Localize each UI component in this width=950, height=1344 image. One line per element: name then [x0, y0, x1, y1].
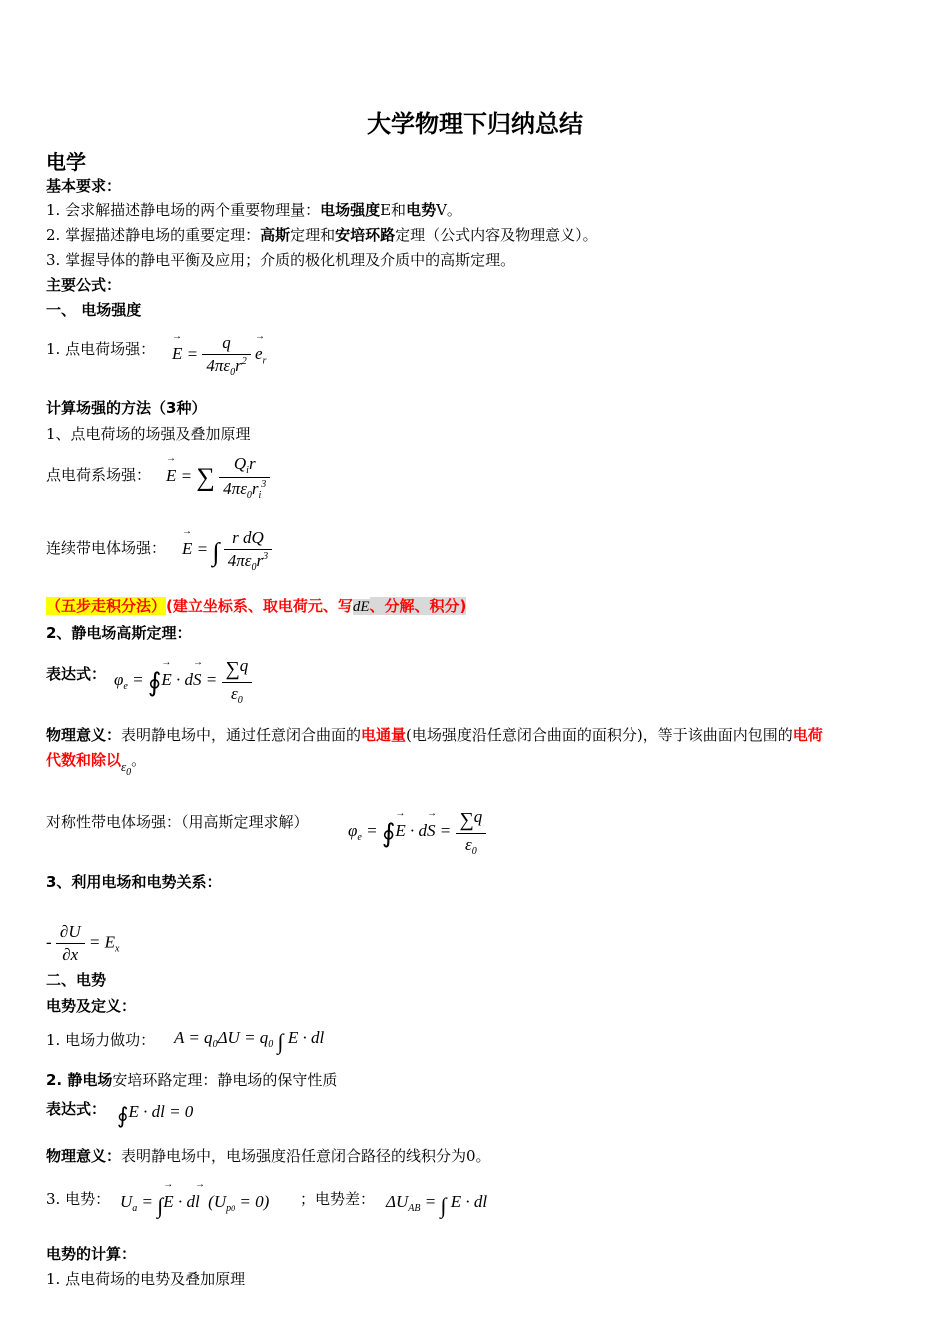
calc-item: 1. 点电荷场的电势及叠加原理 [46, 1270, 246, 1288]
gauss-meaning: 物理意义：表明静电场中，通过任意闭合曲面的电通量(电场强度沿任意闭合曲面的面积分)，等于该曲面内包围的电荷 代数和除以$\varepsilon_0$。 [46, 726, 823, 778]
gauss-heading: 2、静电场高斯定理： [46, 624, 192, 642]
potential-formula: $U_a$ = ∫→ E · d→ l $(U_{p0} = 0)$ [120, 1192, 269, 1219]
field-heading: 一、 电场强度 [46, 301, 142, 319]
bold-term: 安培环路 [335, 226, 396, 244]
red-term: 代数和除以 [46, 751, 122, 769]
red-term: 电荷 [792, 726, 823, 744]
bold-term: 高斯 [260, 226, 291, 244]
page-title: 大学物理下归纳总结 [367, 110, 583, 138]
continuous-field-label: 连续带电体场强： [46, 539, 167, 557]
gauss-formula: $\varphi_e$ = ∮→ E · d→ S = $\frac{\sum q}{\varepsilon_0}$ [114, 656, 252, 706]
bold-term: 2. 静电场 [46, 1071, 113, 1089]
system-field-label: 点电荷系场强： [46, 466, 152, 484]
relation-heading: 3、利用电场和电势关系： [46, 873, 222, 891]
highlight-text: （五步走积分法） [46, 597, 167, 615]
five-step-note [46, 596, 466, 617]
section-heading: 电学 [46, 150, 86, 174]
text: 定理和 [290, 226, 336, 244]
basic-requirements-heading: 基本要求： [46, 177, 122, 195]
red-term: 电通量 [361, 726, 407, 744]
point-charge-formula: → E = $\frac{q}{4\pi\varepsilon_0r^2}$ → $e_r$ [172, 333, 266, 378]
text: 2. 掌握描述静电场的重要定理： [46, 226, 261, 244]
bold-term: 电势 [406, 201, 437, 219]
loop-meaning [46, 1146, 491, 1166]
text: 定理（公式内容及物理意义）。 [395, 226, 598, 244]
text: 。 [131, 751, 147, 769]
requirement-item: 3. 掌握导体的静电平衡及应用；介质的极化机理及介质中的高斯定理。 [46, 251, 516, 269]
loop-theorem-line [46, 1070, 337, 1090]
text: 1. 会求解描述静电场的两个重要物理量： [46, 201, 321, 219]
text: (建立坐标系、取电荷元、写 [166, 597, 353, 615]
formulas-heading: 主要公式： [46, 276, 122, 294]
potential-diff-formula: $\Delta U_{AB}$ = ∫ E · dl [386, 1192, 488, 1218]
requirement-item [46, 225, 598, 245]
potential-label: 3. 电势： [46, 1190, 111, 1208]
potential-heading: 二、电势 [46, 971, 107, 989]
potential-diff-label: ；电势差： [300, 1190, 376, 1208]
continuous-field-formula: → E = ∫ $\frac{\text{r dQ}}{4\pi\varepsilon_0r^3}$ [182, 528, 272, 573]
calc-heading: 电势的计算： [46, 1245, 137, 1263]
work-formula: $A = q_0\Delta U = q_0$ ∫ E · dl [174, 1028, 325, 1054]
potential-def-heading: 电势及定义： [46, 997, 137, 1015]
bold-term: 电场强度 [320, 201, 381, 219]
work-label: 1. 电场力做功： [46, 1031, 156, 1049]
text: 表明静电场中，电场强度沿任意闭合路径的线积分为0。 [121, 1147, 491, 1165]
expression-label-2: 表达式： [46, 1100, 107, 1118]
point-field-label: 1. 点电荷场强： [46, 340, 156, 358]
text: 表明静电场中，通过任意闭合曲面的 [121, 726, 362, 744]
text: 安培环路定理：静电场的保守性质 [112, 1071, 338, 1089]
loop-formula: ∮E · dl = 0 [117, 1102, 194, 1128]
expression-label: 表达式： [46, 665, 107, 683]
text: V。 [436, 201, 462, 219]
symmetric-gauss-formula: $\varphi_e$ = ∮→ E · d→ S = $\frac{\sum q}{\varepsilon_0}$ [348, 807, 486, 857]
text: (电场强度沿任意闭合曲面的面积分)，等于该曲面内包围的 [406, 726, 793, 744]
method-1: 1、点电荷场的场强及叠加原理 [46, 425, 251, 443]
dE-symbol: dE [352, 599, 370, 615]
symmetric-field-label: 对称性带电体场强：（用高斯定理求解） [46, 813, 309, 831]
potential-gradient-formula: - $\frac{\partial U}{\partial x}$ = $E_x$ [46, 922, 120, 964]
methods-heading: 计算场强的方法（3种） [46, 399, 207, 417]
meaning-label: 物理意义： [46, 726, 122, 744]
requirement-item [46, 200, 462, 220]
text: 、分解、积分) [369, 597, 467, 615]
meaning-label: 物理意义： [46, 1147, 122, 1165]
system-field-formula: → E = ∑ $\frac{Q_ir}{4\pi\varepsilon_0r_i^3}$ [166, 454, 270, 501]
text: E和 [380, 201, 407, 219]
